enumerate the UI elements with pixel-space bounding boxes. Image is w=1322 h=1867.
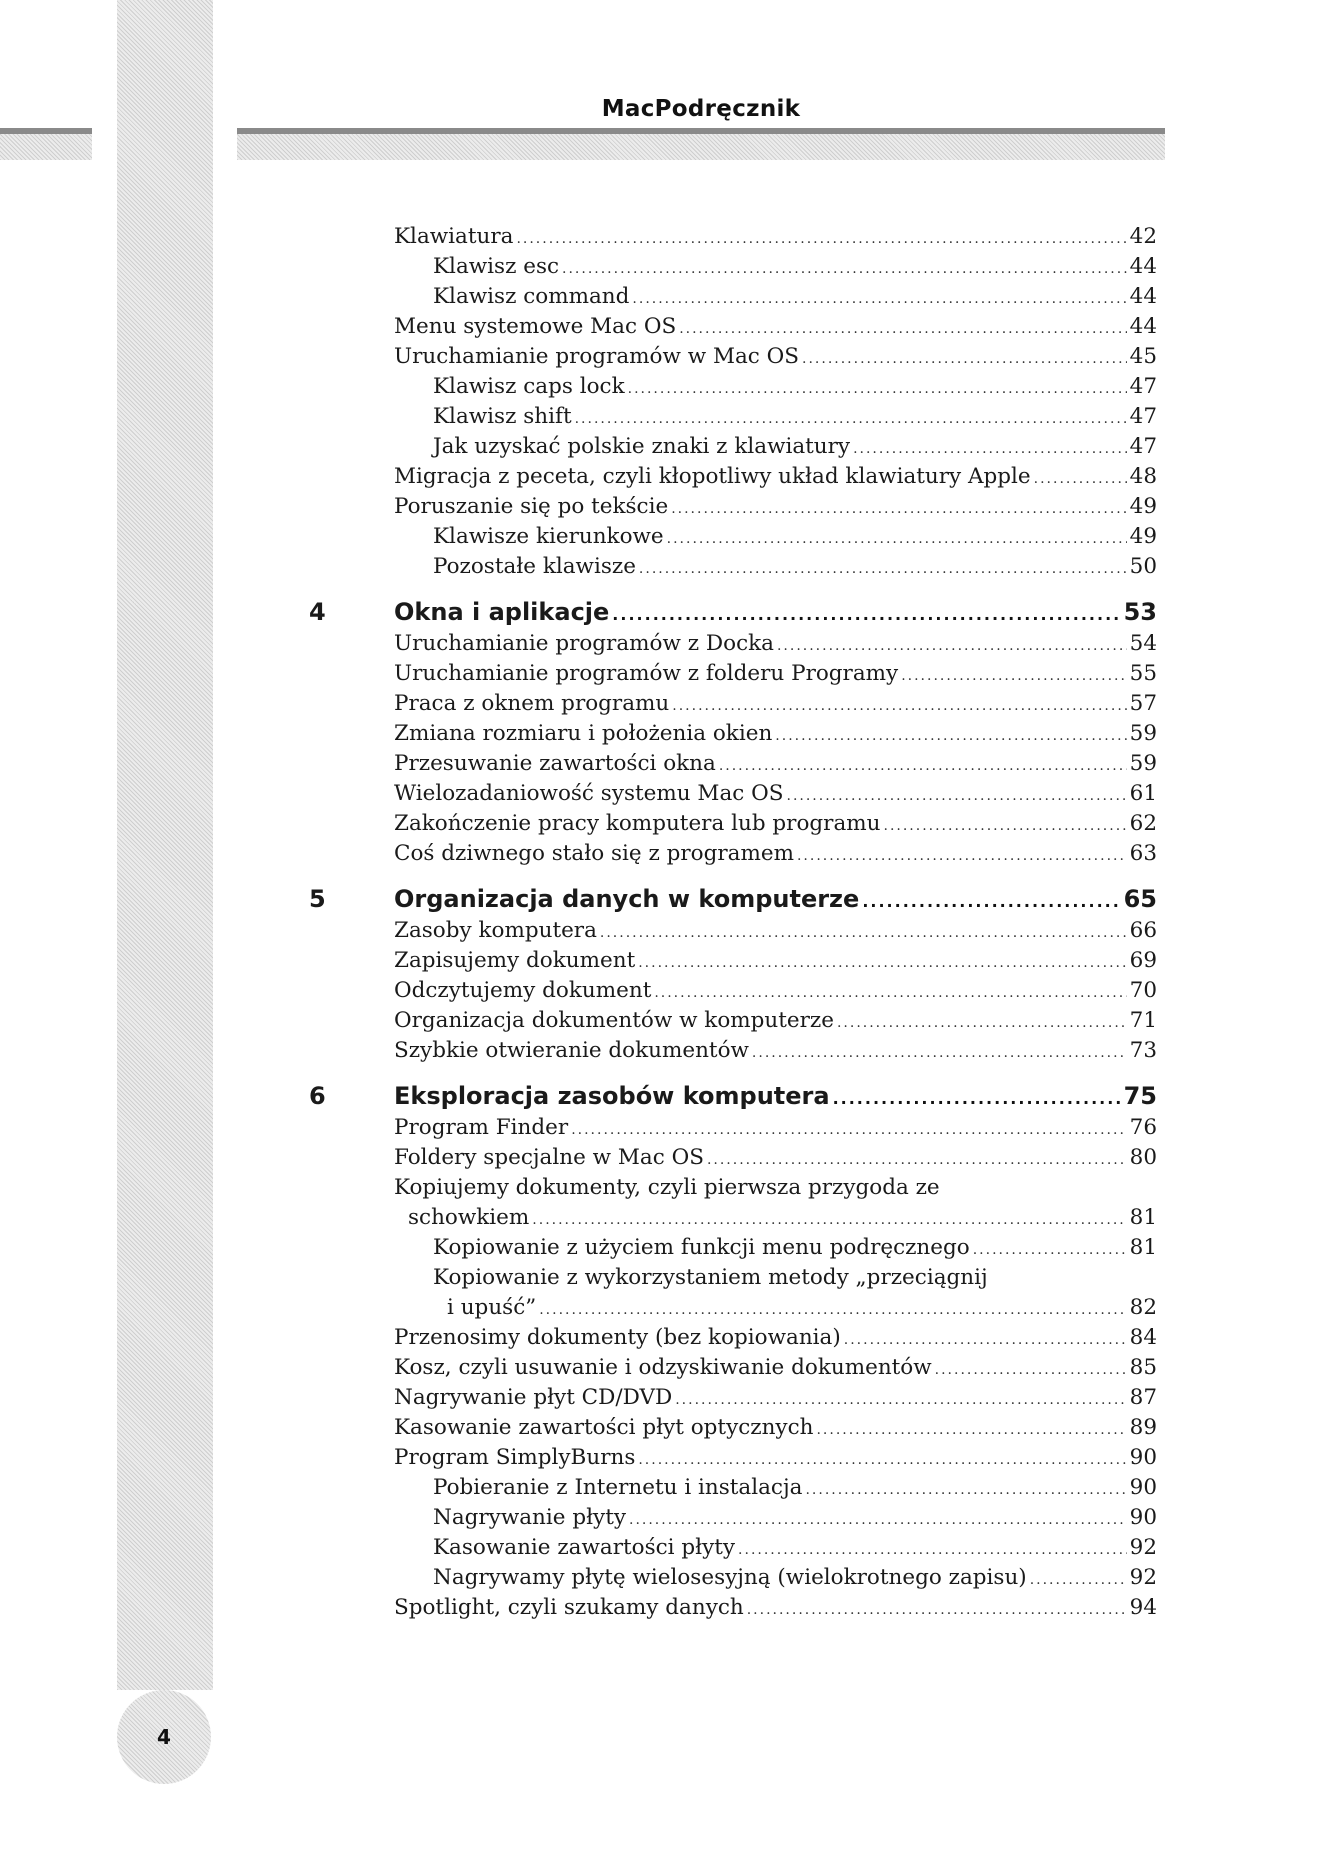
toc-page-number: 65 [1123,885,1157,913]
toc-page-number: 90 [1129,1505,1157,1530]
dot-leader [777,631,1127,661]
toc-entry-title: Kopiowanie z użyciem funkcji menu podręcznego [433,1235,970,1260]
dot-leader [973,1235,1127,1265]
toc-page-number: 94 [1129,1595,1157,1620]
dot-leader [901,661,1126,691]
toc-chapter [309,595,1157,629]
chapter-number: 4 [309,598,326,626]
dot-leader [1034,464,1127,494]
toc-entry [394,809,1157,839]
dot-leader [862,885,1120,919]
toc-entry-title: i upuść” [447,1295,537,1320]
toc-page-number: 48 [1129,464,1157,489]
toc-entry-title: Nagrywanie płyty [433,1505,626,1530]
dot-leader [752,1038,1127,1068]
toc-page-number: 59 [1129,751,1157,776]
toc-entry-title: Uruchamianie programów w Mac OS [394,344,800,369]
side-band-decoration [117,0,213,1690]
dot-leader [853,434,1127,464]
dot-leader [675,1385,1126,1415]
toc-entry [394,779,1157,809]
toc-entry-title: Pozostałe klawisze [433,554,636,579]
toc-page-number: 62 [1129,811,1157,836]
toc-entry [394,402,1157,432]
toc-entry-title: Klawisz esc [433,254,560,279]
toc-entry-title: Kasowanie zawartości płyt optycznych [394,1415,814,1440]
dot-leader [719,751,1127,781]
toc-entry-title: Program SimplyBurns [394,1445,636,1470]
dot-leader [638,1445,1126,1475]
toc-entry-title: Jak uzyskać polskie znaki z klawiatury [433,434,851,459]
chapter-number: 6 [309,1082,326,1110]
toc-entry-title: Klawisz shift [433,404,572,429]
chapter-number: 5 [309,885,326,913]
dot-leader [738,1535,1127,1565]
toc-page-number: 90 [1129,1475,1157,1500]
toc-entry-title: Zmiana rozmiaru i położenia okien [394,721,773,746]
dot-leader [571,1115,1126,1145]
dot-leader [747,1595,1127,1625]
toc-entry-title: Okna i aplikacje [394,598,610,626]
toc-page-number: 50 [1129,554,1157,579]
toc-entry-title: Przenosimy dokumenty (bez kopiowania) [394,1325,841,1350]
dot-leader [1030,1565,1127,1595]
toc-entry-title: Klawisze kierunkowe [433,524,664,549]
toc-page-number: 44 [1129,254,1157,279]
toc-entry-title: Poruszanie się po tekście [394,494,669,519]
dot-leader [539,1295,1126,1325]
header-rule-left [0,128,92,134]
toc-entry [394,1233,1157,1263]
dot-leader [632,284,1126,314]
toc-page-number: 84 [1129,1325,1157,1350]
toc-entry [394,1173,1157,1203]
toc-page-number: 76 [1129,1115,1157,1140]
toc-page-number: 47 [1129,404,1157,429]
toc-page-number: 81 [1129,1235,1157,1260]
toc-entry [394,282,1157,312]
dot-leader [671,494,1126,524]
dot-leader [628,374,1127,404]
toc-entry-title: Coś dziwnego stało się z programem [394,841,794,866]
toc-entry [394,1383,1157,1413]
toc-page-number: 63 [1129,841,1157,866]
toc-page-number: 47 [1129,374,1157,399]
toc-page-number: 55 [1129,661,1157,686]
toc-entry [394,629,1157,659]
toc-entry [394,462,1157,492]
dot-leader [667,524,1127,554]
toc-page-number: 87 [1129,1385,1157,1410]
dot-leader [816,1415,1126,1445]
toc-chapter [309,882,1157,916]
toc-entry-title: Migracja z peceta, czyli kłopotliwy układ klawiatury Apple [394,464,1031,489]
toc-entry [394,1143,1157,1173]
toc-page-number: 47 [1129,434,1157,459]
toc-entry [394,659,1157,689]
toc-page-number: 81 [1129,1205,1157,1230]
dot-leader [802,344,1127,374]
toc-page-number: 42 [1129,224,1157,249]
toc-page-number: 75 [1123,1082,1157,1110]
toc-page-number: 57 [1129,691,1157,716]
toc-page-number: 66 [1129,918,1157,943]
dot-leader [797,841,1127,871]
dot-leader [654,978,1126,1008]
toc-page-number: 44 [1129,284,1157,309]
toc-entry [394,1203,1157,1233]
toc-entry-title: Organizacja dokumentów w komputerze [394,1008,834,1033]
toc-entry [394,342,1157,372]
toc-page-number: 80 [1129,1145,1157,1170]
toc-entry [394,1413,1157,1443]
header-rule-right [237,128,1165,134]
toc-page-number: 54 [1129,631,1157,656]
toc-entry [394,1263,1157,1293]
dot-leader [833,1082,1121,1116]
toc-entry [394,976,1157,1006]
dot-leader [612,598,1120,632]
toc-entry-title: Menu systemowe Mac OS [394,314,677,339]
toc-page-number: 92 [1129,1535,1157,1560]
toc-entry-title: Kopiowanie z wykorzystaniem metody „przeciągnij [433,1265,988,1290]
toc-entry-title: Kasowanie zawartości płyty [433,1535,736,1560]
toc-entry-title: Zasoby komputera [394,918,597,943]
toc-page-number: 90 [1129,1445,1157,1470]
toc-entry-title: Zapisujemy dokument [394,948,636,973]
dot-leader [844,1325,1127,1355]
toc-entry-title: Foldery specjalne w Mac OS [394,1145,704,1170]
toc-entry-title: Program Finder [394,1115,569,1140]
toc-entry [394,839,1157,869]
toc-entry [394,946,1157,976]
dot-leader [805,1475,1126,1505]
toc-entry-title: Klawisz command [433,284,630,309]
toc-page-number: 85 [1129,1355,1157,1380]
toc-entry-title: Uruchamianie programów z folderu Programy [394,661,899,686]
toc-entry-title: Przesuwanie zawartości okna [394,751,716,776]
toc-entry [394,1503,1157,1533]
toc-entry [394,372,1157,402]
dot-leader [884,811,1127,841]
toc-entry-title: Eksploracja zasobów komputera [394,1082,830,1110]
dot-leader [679,314,1126,344]
toc-entry [394,1353,1157,1383]
toc-entry [394,1563,1157,1593]
dot-leader [639,554,1127,584]
toc-entry-title: Odczytujemy dokument [394,978,652,1003]
toc-entry [394,1006,1157,1036]
toc-entry-title: Praca z oknem programu [394,691,670,716]
toc-entry-title: Nagrywamy płytę wielosesyjną (wielokrotnego zapisu) [433,1565,1027,1590]
dot-leader [935,1355,1127,1385]
toc-page-number: 73 [1129,1038,1157,1063]
toc-entry [394,1593,1157,1623]
toc-entry [394,522,1157,552]
toc-entry-title: Kopiujemy dokumenty, czyli pierwsza przygoda ze [394,1175,940,1200]
toc-entry-title: Nagrywanie płyt CD/DVD [394,1385,673,1410]
toc-entry [394,1293,1157,1323]
table-of-contents [309,222,1157,1623]
toc-entry [394,1036,1157,1066]
dot-leader [532,1205,1126,1235]
toc-entry-title: Zakończenie pracy komputera lub programu [394,811,881,836]
toc-entry [394,1323,1157,1353]
dot-leader [787,781,1127,811]
toc-entry [394,552,1157,582]
dot-leader [837,1008,1127,1038]
toc-page-number: 82 [1129,1295,1157,1320]
toc-entry [394,1533,1157,1563]
dot-leader [600,918,1127,948]
toc-entry [394,312,1157,342]
toc-entry-title: schowkiem [408,1205,530,1230]
toc-page-number: 92 [1129,1565,1157,1590]
toc-chapter [309,1079,1157,1113]
toc-page-number: 49 [1129,524,1157,549]
toc-entry [394,492,1157,522]
toc-entry [394,1443,1157,1473]
toc-entry [394,689,1157,719]
toc-entry-title: Klawiatura [394,224,514,249]
page-number: 4 [157,1725,171,1749]
toc-entry [394,1113,1157,1143]
toc-page-number: 44 [1129,314,1157,339]
dot-leader [562,254,1127,284]
toc-entry [394,719,1157,749]
toc-entry [394,222,1157,252]
dot-leader [638,948,1126,978]
toc-entry-title: Pobieranie z Internetu i instalacja [433,1475,803,1500]
toc-entry [394,916,1157,946]
toc-page-number: 70 [1129,978,1157,1003]
toc-entry [394,252,1157,282]
dot-leader [516,224,1126,254]
toc-entry-title: Kosz, czyli usuwanie i odzyskiwanie dokumentów [394,1355,932,1380]
toc-entry-title: Wielozadaniowość systemu Mac OS [394,781,784,806]
toc-page-number: 61 [1129,781,1157,806]
toc-entry-title: Spotlight, czyli szukamy danych [394,1595,744,1620]
toc-page-number: 69 [1129,948,1157,973]
toc-page-number: 45 [1129,344,1157,369]
toc-entry [394,749,1157,779]
toc-entry-title: Klawisz caps lock [433,374,625,399]
toc-entry-title: Uruchamianie programów z Docka [394,631,774,656]
toc-entry [394,1473,1157,1503]
dot-leader [775,721,1126,751]
dot-leader [707,1145,1127,1175]
dot-leader [629,1505,1127,1535]
toc-page-number: 89 [1129,1415,1157,1440]
dot-leader [575,404,1127,434]
toc-page-number: 59 [1129,721,1157,746]
toc-page-number: 49 [1129,494,1157,519]
toc-entry-title: Organizacja danych w komputerze [394,885,860,913]
dot-leader [672,691,1126,721]
toc-page-number: 71 [1129,1008,1157,1033]
running-title: MacPodręcznik [601,96,801,122]
toc-page-number: 53 [1123,598,1157,626]
toc-entry-title: Szybkie otwieranie dokumentów [394,1038,749,1063]
toc-entry [394,432,1157,462]
